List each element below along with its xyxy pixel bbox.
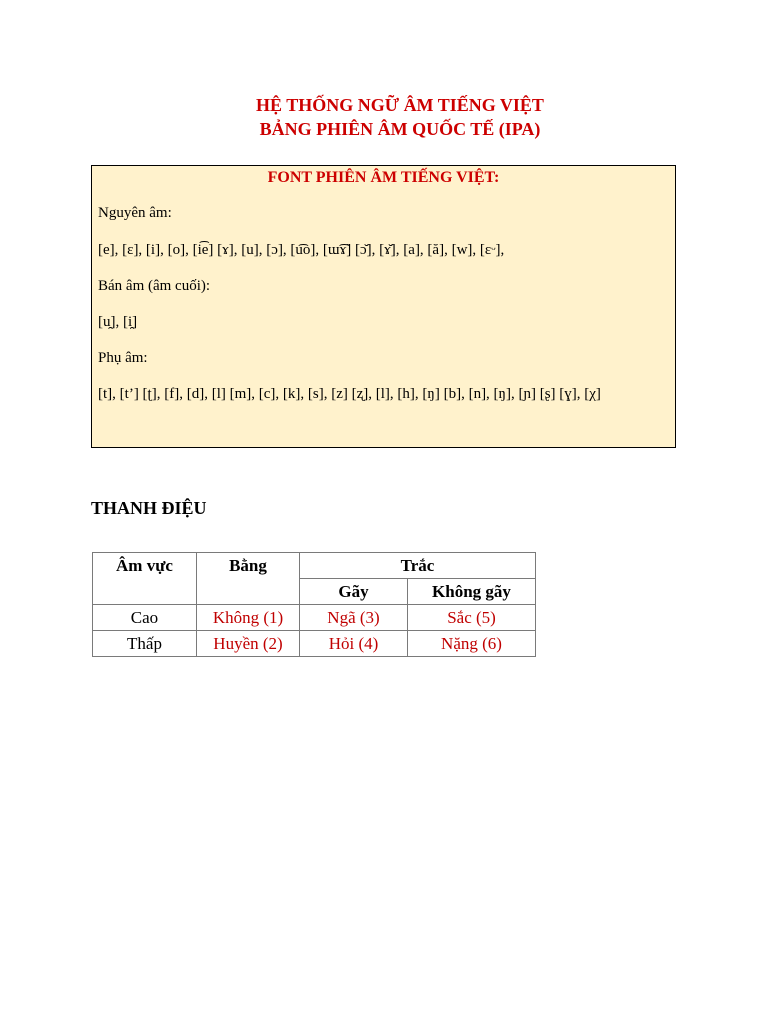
semivowels-list: [u̯], [i̯]	[98, 314, 138, 330]
font-box-heading: FONT PHIÊN ÂM TIẾNG VIỆT:	[267, 169, 500, 186]
semivowels-label: Bán âm (âm cuối):	[98, 278, 211, 294]
row-bang: Huyền (2)	[197, 631, 300, 657]
header-bang: Bằng	[197, 553, 300, 605]
vowels-list: [e], [ɛ], [i], [o], [i͡e] [ɤ], [u], [ɔ], [u͡o], [ɯ͡ɤ] [ɔ̆], [ɤ̆], [a], [ă], [w], [ɛᵕ],	[98, 242, 505, 258]
tones-heading: THANH ĐIỆU	[91, 498, 207, 518]
row-am-vuc: Thấp	[93, 631, 197, 657]
header-trac: Trắc	[300, 553, 536, 579]
consonants-label: Phụ âm:	[98, 350, 148, 366]
table-row	[93, 605, 536, 631]
table-header-row	[93, 553, 536, 579]
row-khong-gay: Nặng (6)	[408, 631, 536, 657]
title-line-2: BẢNG PHIÊN ÂM QUỐC TẾ (IPA)	[259, 119, 541, 139]
title-line-1: HỆ THỐNG NGỮ ÂM TIẾNG VIỆT	[256, 95, 544, 115]
ipa-font-box	[91, 165, 676, 448]
header-am-vuc: Âm vực	[93, 553, 197, 605]
row-gay: Ngã (3)	[300, 605, 408, 631]
row-gay: Hỏi (4)	[300, 631, 408, 657]
header-khong-gay: Không gãy	[408, 579, 536, 605]
consonants-list: [t], [t’] [ʈ], [f], [d], [l] [m], [c], [k], [s], [z] [ʐ], [l], [h], [ŋ] [b], [n], [ŋ], [ɲ] [ʂ] [ɣ], [χ]	[98, 386, 601, 402]
vowels-label: Nguyên âm:	[98, 205, 172, 221]
header-gay: Gãy	[300, 579, 408, 605]
row-khong-gay: Sắc (5)	[408, 605, 536, 631]
row-am-vuc: Cao	[93, 605, 197, 631]
table-row	[93, 631, 536, 657]
tone-table	[92, 552, 536, 657]
document-title	[0, 93, 768, 141]
row-bang: Không (1)	[197, 605, 300, 631]
